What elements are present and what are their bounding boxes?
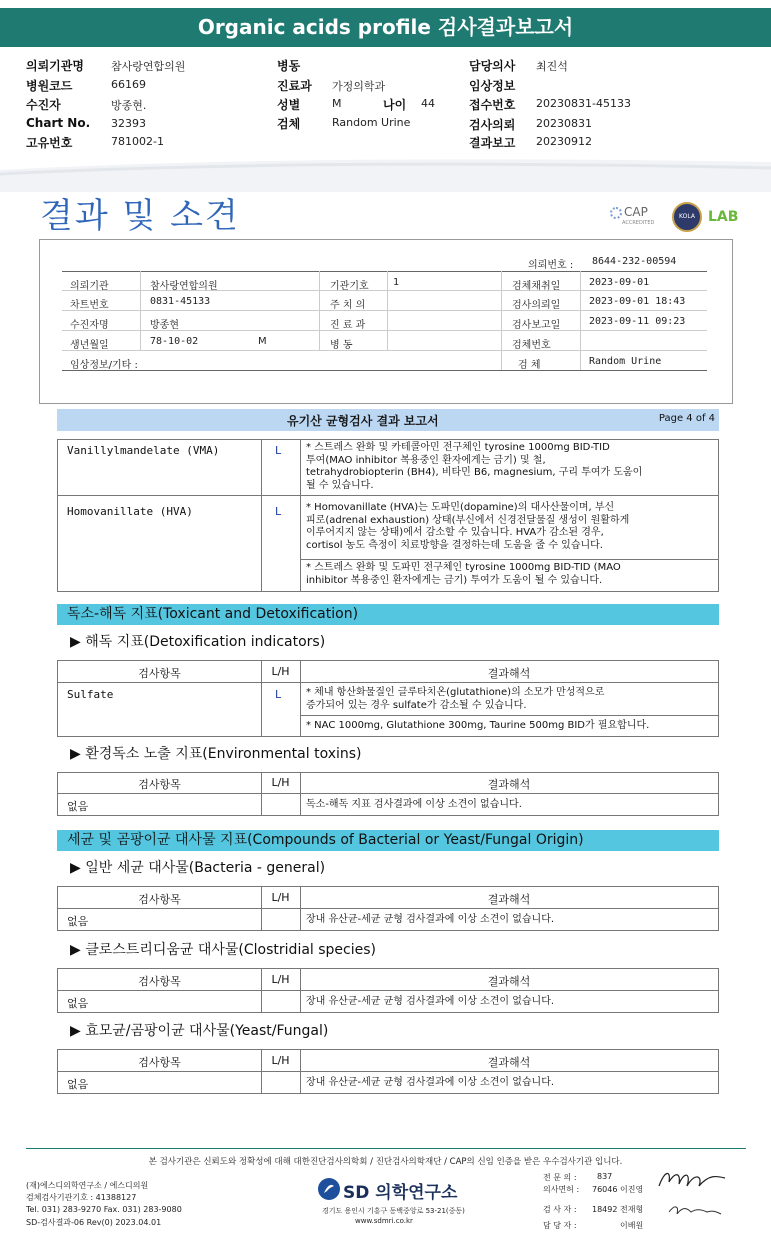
row-note: 장내 유산균-세균 균형 검사결과에 이상 소견이 없습니다. (306, 1077, 555, 1088)
row-label: 검사보고일 (512, 320, 561, 331)
value-physician: 최진석 (536, 60, 568, 73)
staff-value: 18492 전재형 (592, 1205, 644, 1214)
footer-line: SD-검사결과-06 Rev(0) 2023.04.01 (26, 1218, 162, 1227)
footer-brand: SD 의학연구소 (343, 1183, 458, 1203)
row-label: 생년월일 (70, 340, 109, 351)
row-item: 없음 (67, 800, 89, 813)
col-header-interp: 결과해석 (487, 1056, 531, 1069)
label-test-request: 검사의뢰 (469, 118, 516, 132)
section-band-toxicant: 독소-해독 지표(Toxicant and Detoxification) (57, 604, 719, 625)
footer-url: www.sdmri.co.kr (355, 1217, 413, 1225)
row-note: * NAC 1000mg, Glutathione 300mg, Taurine 500mg BID가 필요합니다. (306, 720, 650, 731)
value-age: 44 (421, 97, 435, 110)
row-item: Sulfate (67, 688, 114, 701)
value-result-report: 20230912 (536, 135, 592, 148)
footer-line: Tel. 031) 283-9270 Fax. 031) 283-9080 (26, 1205, 182, 1214)
label-hospital-code: 병원코드 (26, 79, 73, 93)
row-value: 2023-09-11 09:23 (589, 316, 686, 327)
environmental-table (57, 772, 719, 816)
subsection-bacteria-general: ▶ 일반 세균 대사물(Bacteria - general) (70, 860, 326, 876)
row-item: Vanillylmandelate (VMA) (67, 444, 220, 457)
row-value: 2023-09-01 18:43 (589, 296, 686, 307)
label-patient: 수진자 (26, 98, 61, 112)
lab-logo-icon: LAB (708, 209, 739, 225)
footer-address: 경기도 용인시 기흥구 동백중앙로 53-21(중동) (322, 1207, 465, 1215)
col-header-lh: L/H (271, 1054, 290, 1067)
row-value: 방종현 (150, 320, 179, 331)
col-header-lh: L/H (271, 891, 290, 904)
staff-label: 검 사 자 : (543, 1205, 577, 1214)
col-header-item: 검사항목 (138, 975, 181, 988)
value-reception-no: 20230831-45133 (536, 97, 631, 110)
value-unique-no: 781002-1 (111, 135, 164, 148)
col-header-interp: 결과해석 (487, 893, 531, 906)
section-band-bacterial: 세균 및 곰팡이균 대사물 지표(Compounds of Bacterial or Yeast/Fungal Origin) (57, 830, 719, 851)
row-label: 검사의뢰일 (512, 300, 561, 311)
col-header-lh: L/H (271, 665, 290, 678)
staff-value: 이배원 (620, 1221, 644, 1230)
subsection-clostridial: ▶ 클로스트리디움균 대사물(Clostridial species) (70, 942, 376, 958)
row-item: 없음 (67, 1078, 89, 1091)
page-indicator: Page 4 of 4 (658, 413, 715, 424)
row-item: 없음 (67, 915, 89, 928)
value-department: 가정의학과 (332, 80, 386, 93)
detox-table (57, 660, 719, 737)
col-header-item: 검사항목 (138, 893, 181, 906)
value-specimen: Random Urine (332, 116, 411, 129)
col-header-interp: 결과해석 (487, 975, 531, 988)
specimen-value: Random Urine (589, 356, 662, 367)
staff-label: 전 문 의 : (543, 1173, 577, 1182)
value-chart-no: 32393 (111, 117, 146, 130)
row-note: 독소-해독 지표 검사결과에 이상 소견이 없습니다. (306, 799, 522, 810)
footer-line: 검체검사기관기호 : 41388127 (26, 1193, 137, 1202)
label-specimen: 검체 (277, 117, 301, 131)
row-flag: L (275, 505, 282, 518)
label-ward: 병동 (277, 59, 301, 73)
row-note: 장내 유산균-세균 균형 검사결과에 이상 소견이 없습니다. (306, 914, 555, 925)
row-label: 주 치 의 (330, 300, 366, 311)
row-value: 78-10-02 (150, 336, 199, 347)
row-label: 차트번호 (70, 300, 109, 311)
subsection-environmental: ▶ 환경독소 노출 지표(Environmental toxins) (70, 746, 362, 762)
row-label: 진 료 과 (330, 320, 366, 331)
label-institution: 의뢰기관명 (26, 59, 84, 73)
row-item: 없음 (67, 997, 89, 1010)
label-sex: 성별 (277, 98, 301, 112)
value-patient: 방종현. (111, 99, 147, 112)
result-heading: 결과 및 소견 (40, 196, 240, 236)
row-label: 의뢰기관 (70, 281, 109, 292)
decorative-swoosh (0, 152, 771, 192)
row-label: 병 동 (330, 340, 353, 351)
col-header-lh: L/H (271, 973, 290, 986)
row-sex-value: M (258, 336, 267, 347)
row-note: * 체내 항산화물질인 글루타치온(glutathione)의 소모가 만성적으로 증가되어 있는 경우 sulfate가 감소될 수 있습니다. (306, 687, 605, 711)
value-test-request: 20230831 (536, 117, 592, 130)
bacteria-table (57, 886, 719, 931)
subsection-detox: ▶ 해독 지표(Detoxification indicators) (70, 634, 326, 650)
clinical-info-label: 임상정보/기타 : (70, 360, 138, 371)
row-value: 0831-45133 (150, 296, 211, 307)
signature-1-icon (655, 1166, 730, 1194)
staff-label: 담 당 자 : (543, 1221, 577, 1230)
footer-divider (26, 1148, 746, 1149)
col-header-item: 검사항목 (138, 667, 181, 680)
label-clinical-info: 임상정보 (469, 79, 516, 93)
col-header-item: 검사항목 (138, 1056, 181, 1069)
label-reception-no: 접수번호 (469, 98, 516, 112)
clostridial-table (57, 968, 719, 1013)
sd-logo-icon (318, 1178, 340, 1200)
footer-line: (재)에스디의학연구소 / 에스디의원 (26, 1181, 149, 1190)
row-note: 장내 유산균-세균 균형 검사결과에 이상 소견이 없습니다. (306, 996, 555, 1007)
row-note: * 스트레스 완화 및 카테콜아민 전구체인 tyrosine 1000mg BID-TID 투여(MAO inhibitor 복용중인 환자에게는 금기) 및 철, tetrahydrobiopterin (BH4), 비타민 B6, magnesium, 구리 투여가 도움이 될 수 있습니다. (306, 442, 643, 491)
row-value: 2023-09-01 (589, 277, 650, 288)
marker-table (57, 439, 719, 592)
row-note: * 스트레스 완화 및 도파민 전구체인 tyrosine 1000mg BID-TID (MAO inhibitor 복용중인 환자에게는 금기) 투여가 도움이 될 수 있습니다. (306, 562, 621, 586)
value-sex: M (332, 97, 342, 110)
request-info-box (39, 239, 733, 404)
row-label: 기관기호 (330, 281, 369, 292)
request-no-label: 의뢰번호 : (528, 260, 574, 271)
row-item: Homovanillate (HVA) (67, 505, 193, 518)
report-subtitle: 유기산 균형검사 결과 보고서 (287, 414, 439, 428)
row-flag: L (275, 688, 282, 701)
staff-label: 의사면허 : (543, 1185, 580, 1194)
row-flag: L (275, 444, 282, 457)
label-department: 진료과 (277, 79, 312, 93)
col-header-interp: 결과해석 (487, 778, 531, 791)
label-age: 나이 (383, 98, 407, 112)
signature-2-icon (665, 1198, 725, 1222)
report-title-bar (57, 409, 719, 431)
request-no-value: 8644-232-00594 (592, 256, 677, 267)
yeast-table (57, 1049, 719, 1094)
label-physician: 담당의사 (469, 59, 516, 73)
staff-value: 837 (597, 1172, 613, 1181)
footer-notice: 본 검사기관은 신뢰도와 정확성에 대해 대한진단검사의학회 / 진단검사의학재단 / CAP의 신임 인증을 받은 우수검사기관 입니다. (148, 1157, 623, 1167)
staff-value: 76046 이진영 (592, 1185, 644, 1194)
row-value: 참사랑연합의원 (150, 281, 218, 292)
report-title: Organic acids profile 검사결과보고서 (0, 8, 771, 47)
specimen-label: 검 체 (518, 360, 541, 371)
label-chart-no: Chart No. (26, 116, 91, 130)
row-value: 1 (393, 277, 400, 288)
row-label: 수진자명 (70, 320, 109, 331)
col-header-interp: 결과해석 (487, 667, 531, 680)
value-hospital-code: 66169 (111, 78, 146, 91)
value-institution: 참사랑연합의원 (111, 60, 186, 73)
subsection-yeast-fungal: ▶ 효모균/곰팡이균 대사물(Yeast/Fungal) (70, 1023, 329, 1039)
col-header-item: 검사항목 (138, 778, 181, 791)
row-label: 검체채취일 (512, 281, 561, 292)
label-unique-no: 고유번호 (26, 136, 73, 150)
kola-logo-icon: KOLA (672, 202, 702, 232)
col-header-lh: L/H (271, 776, 290, 789)
label-result-report: 결과보고 (469, 136, 516, 150)
row-label: 검체번호 (512, 340, 551, 351)
row-note: * Homovanillate (HVA)는 도파민(dopamine)의 대사산물이며, 부신 피로(adrenal exhaustion) 상태(부신에서 신경전달물질 생성이 원활하게 이루어지지 않는 상태)에서 감소할 수 있습니다. HVA가 감소된 경우, cortisol 농도 측정이 치료방향을 결정하는데 도움을 줄 수 있습니다. (306, 502, 630, 551)
cap-logo-icon: CAP ACCREDITED (608, 205, 656, 229)
